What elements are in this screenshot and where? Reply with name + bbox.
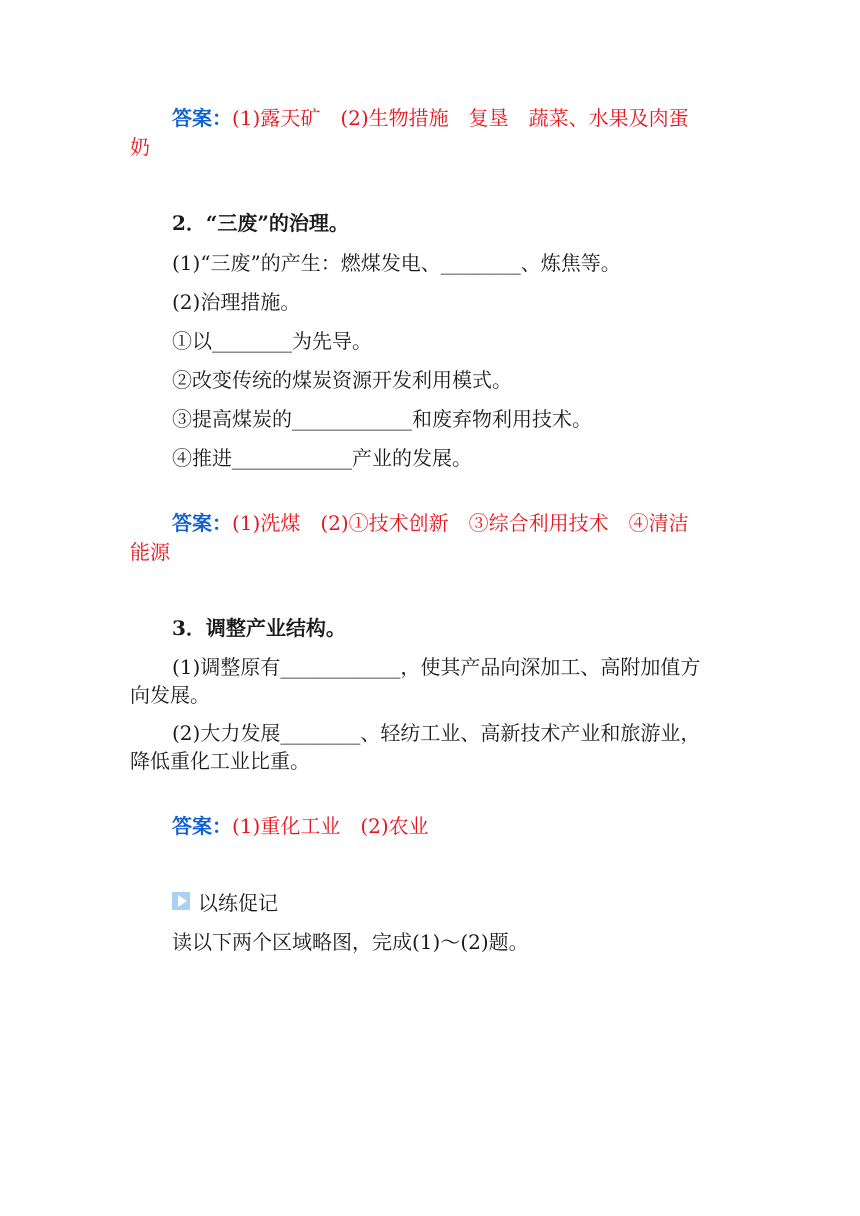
section-2-sub-3: ③提高煤炭的____________和废弃物利用技术。: [172, 407, 592, 431]
section-2-title: 2．“三废”的治理。: [172, 211, 349, 235]
answer-1-line-2: 奶: [130, 135, 150, 159]
section-3-item-2-line-1: (2)大力发展________、轻纺工业、高新技术产业和旅游业，: [172, 721, 701, 745]
answer-text: (1)洗煤 (2)①技术创新 ③综合利用技术 ④清洁: [232, 511, 689, 535]
practice-title: 以练促记: [198, 890, 278, 915]
section-3-item-1-line-2: 向发展。: [130, 683, 210, 707]
answer-2-line-2: 能源: [130, 540, 170, 564]
section-3-item-1-line-1: (1)调整原有____________，使其产品向深加工、高附加值方: [172, 655, 701, 679]
answer-2-line-1: [172, 508, 732, 538]
play-triangle-icon: [172, 892, 190, 910]
answer-3-line-1: [172, 811, 732, 841]
practice-heading: [172, 886, 278, 916]
section-3-title: 3．调整产业结构。: [172, 616, 346, 640]
answer-label: 答案：: [172, 814, 232, 838]
section-2-sub-2: ②改变传统的煤炭资源开发利用模式。: [172, 368, 512, 392]
section-2-item-1: (1)“三废”的产生：燃煤发电、________、炼焦等。: [172, 251, 621, 275]
section-2-sub-4: ④推进____________产业的发展。: [172, 446, 472, 470]
answer-text: (1)重化工业 (2)农业: [232, 814, 429, 838]
answer-label: 答案：: [172, 106, 232, 130]
practice-instruction: 读以下两个区域略图，完成(1)～(2)题。: [172, 930, 529, 954]
section-3-item-2-line-2: 降低重化工业比重。: [130, 749, 310, 773]
answer-1-line-1: [172, 103, 732, 133]
section-2-sub-1: ①以________为先导。: [172, 329, 372, 353]
answer-text: (1)露天矿 (2)生物措施 复垦 蔬菜、水果及肉蛋: [232, 106, 689, 130]
answer-label: 答案：: [172, 511, 232, 535]
section-2-item-2: (2)治理措施。: [172, 290, 301, 314]
